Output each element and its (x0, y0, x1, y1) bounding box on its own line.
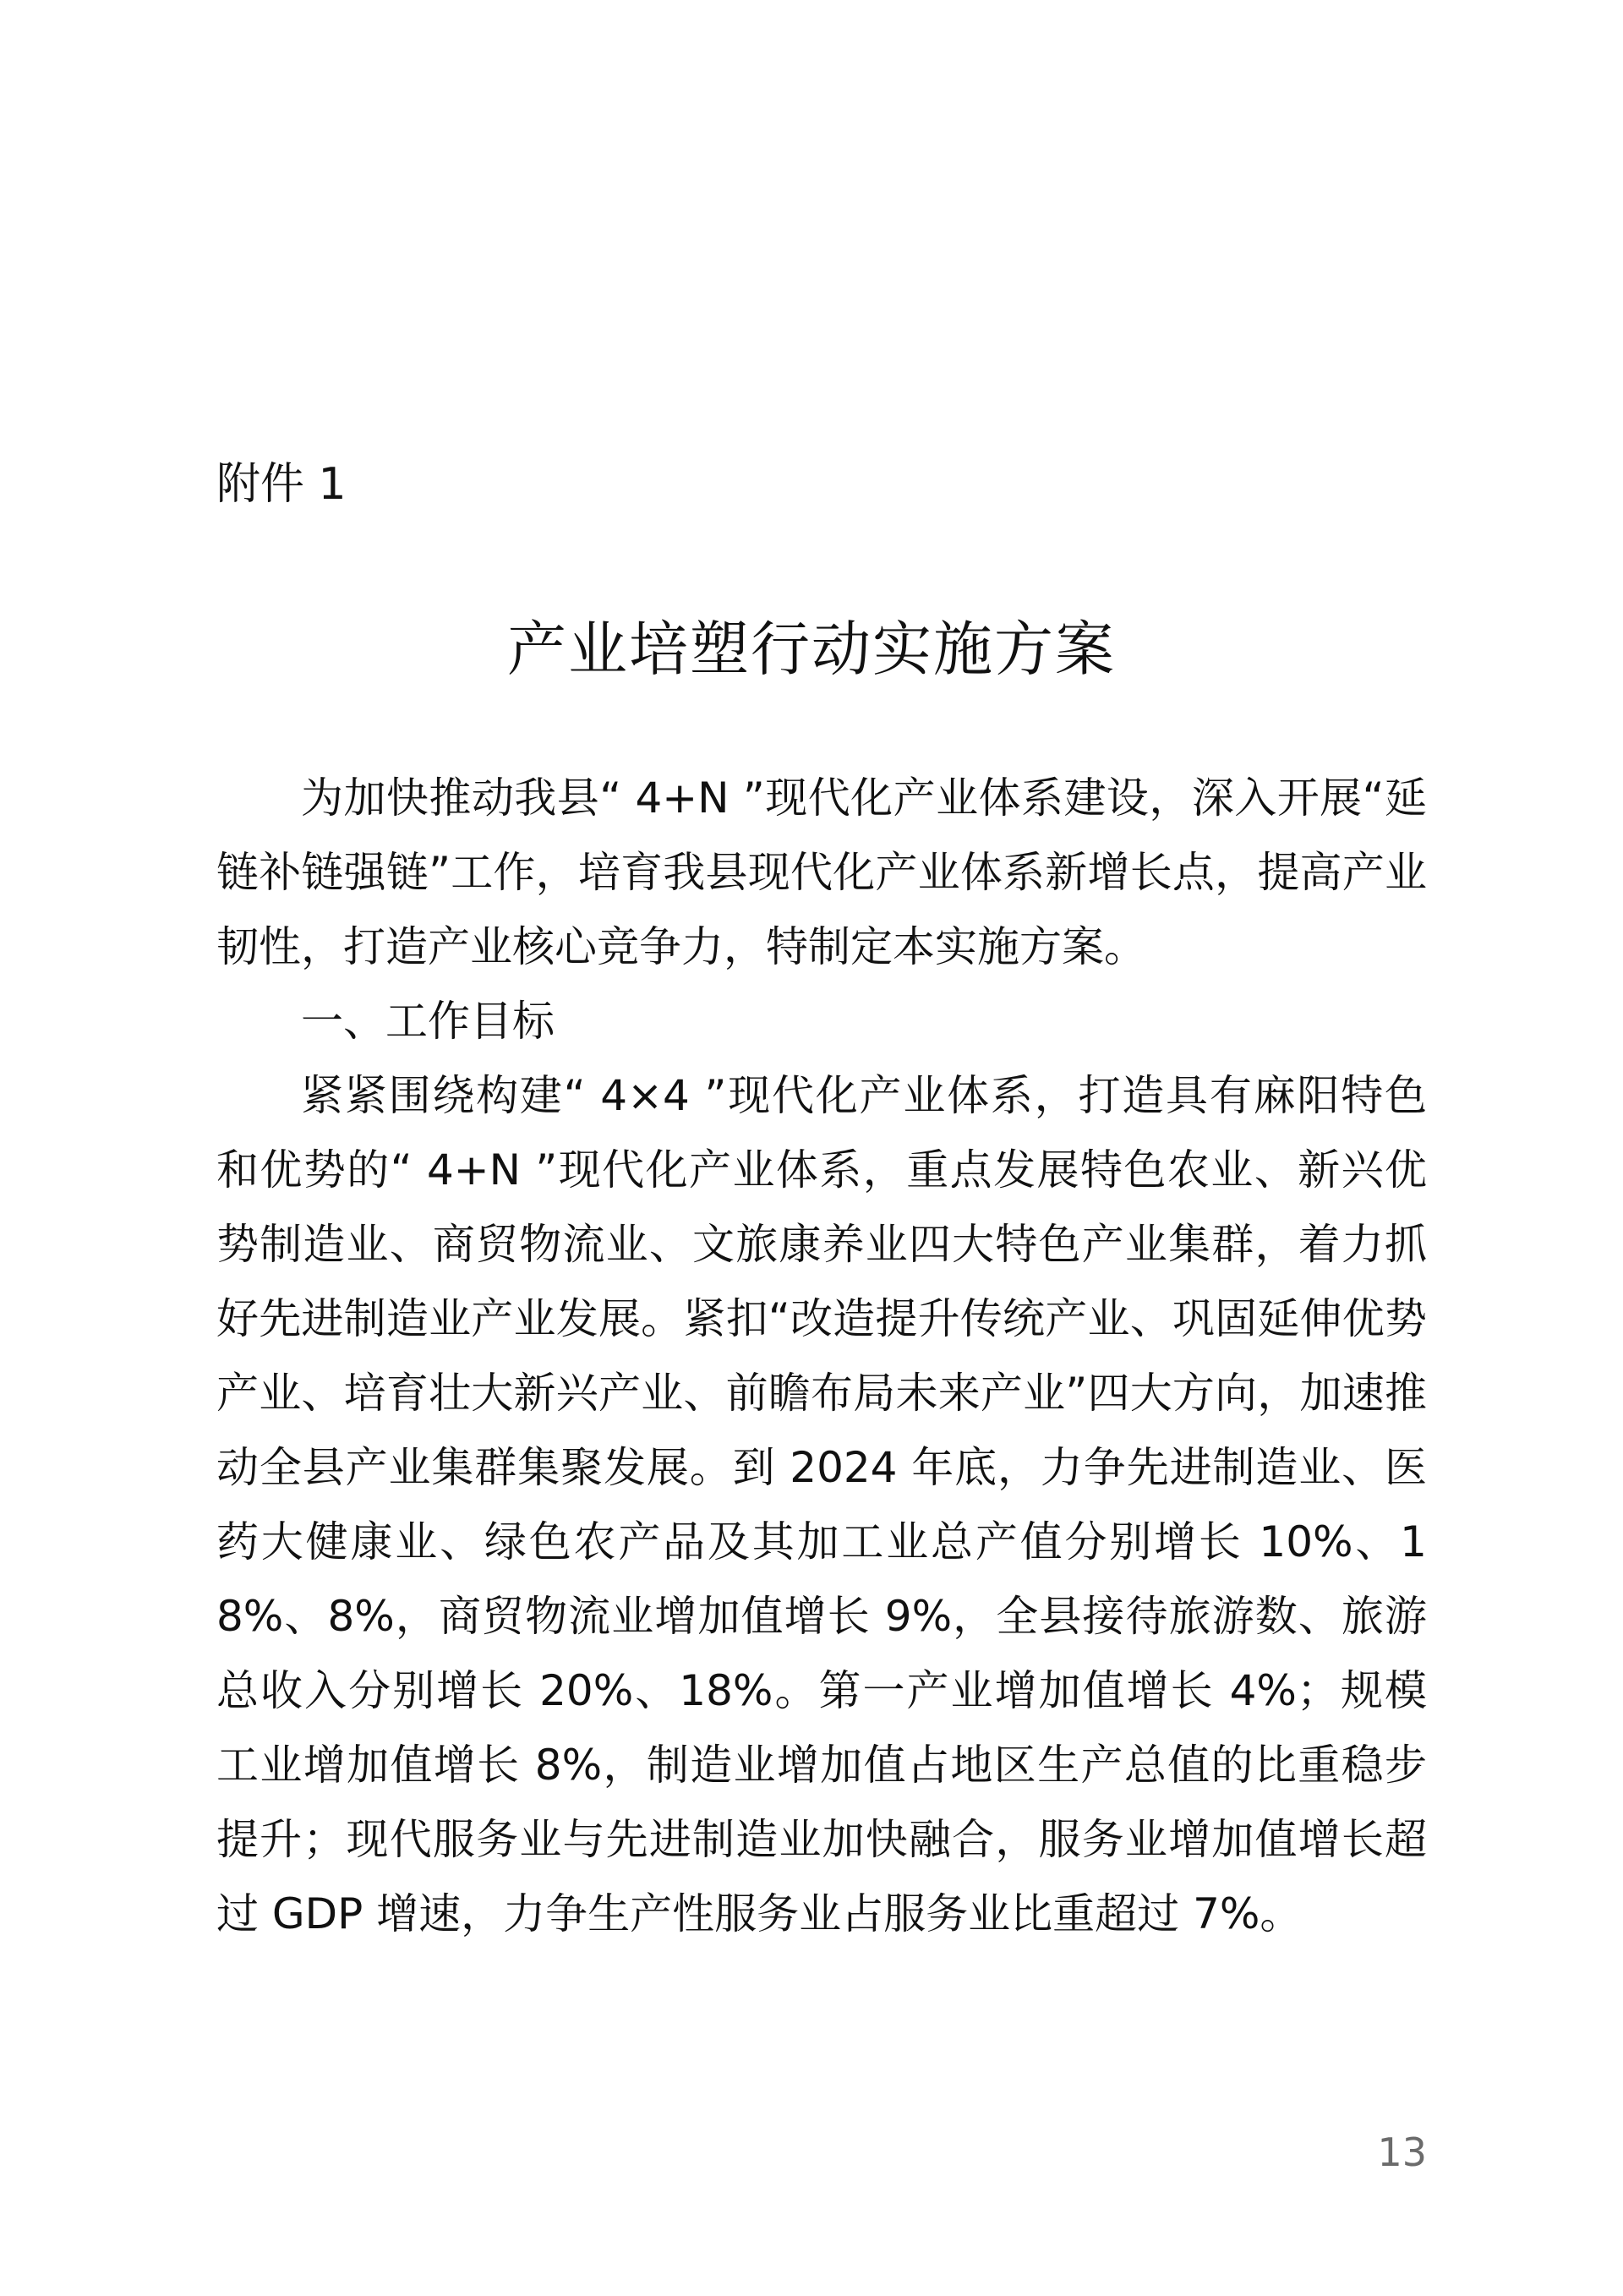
attachment-label: 附件 1 (216, 459, 347, 510)
document-title: 产业培塑行动实施方案 (507, 615, 1116, 684)
goal-paragraph: 紧紧围绕构建“ 4×4 ”现代化产业体系，打造具有麻阳特色和优势的“ 4+N ”现代化产业体系，重点发展特色农业、新兴优势制造业、商贸物流业、文旅康养业四大特色产业集群，着力抓好先进制造业产业发展。紧扣“改造提升传统产业、巩固延伸优势产业、培育壮大新兴产业、前瞻布局未来产业”四大方向，加速推动全县产业集群集聚发展。到 2024 年底，力争先进制造业、医药大健康业、绿色农产品及其加工业总产值分别增长 10%、18%、8%，商贸物流业增加值增长 9%，全县接待旅游数、旅游总收入分别增长 20%、18%。第一产业增加值增长 4%；规模工业增加值增长 8%，制造业增加值占地区生产总值的比重稳步提升；现代服务业与先进制造业加快融合，服务业增加值增长超过 GDP 增速，力争生产性服务业占服务业比重超过 7%。 (216, 1071, 1427, 1938)
document-body (216, 761, 1427, 1951)
intro-paragraph: 为加快推动我县“ 4+N ”现代化产业体系建设，深入开展“延链补链强链”工作，培育我县现代化产业体系新增长点，提高产业韧性，打造产业核心竞争力，特制定本实施方案。 (216, 774, 1427, 971)
section-heading: 一、工作目标 (301, 997, 555, 1046)
page-number: 13 (1377, 2129, 1427, 2175)
